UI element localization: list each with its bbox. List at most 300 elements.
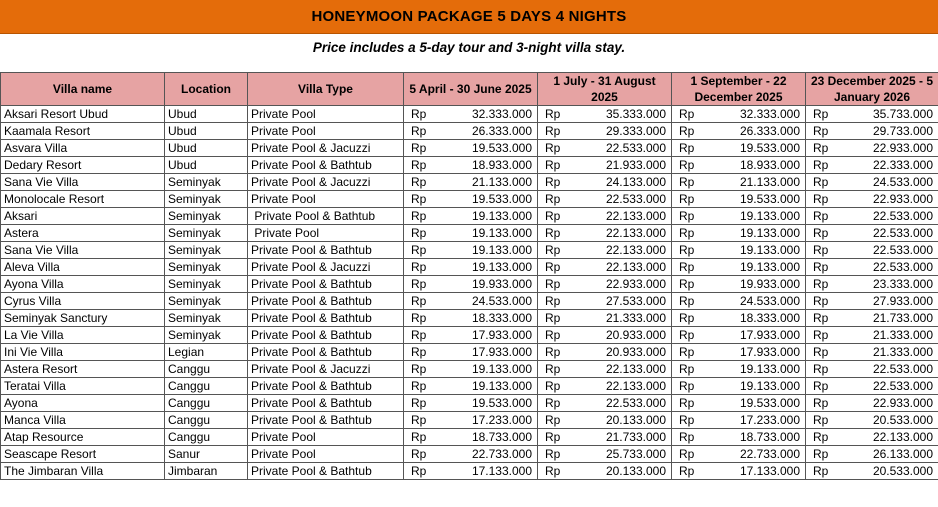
price-amount: 19.133.000 (739, 260, 800, 274)
currency-label: Rp (411, 124, 427, 138)
currency-label: Rp (813, 209, 829, 223)
location-cell: Seminyak (165, 174, 248, 191)
location-cell: Sanur (165, 446, 248, 463)
price-amount: 19.533.000 (471, 192, 532, 206)
table-row (1, 106, 938, 123)
price-amount: 26.333.000 (739, 124, 800, 138)
price-amount: 29.333.000 (605, 124, 666, 138)
currency-label: Rp (545, 430, 561, 444)
villa-type-cell: Private Pool & Bathtub (248, 276, 404, 293)
table-row (1, 429, 938, 446)
price-amount: 21.333.000 (872, 328, 933, 342)
price-amount: 20.933.000 (605, 345, 666, 359)
villa-name-cell: Asvara Villa (1, 140, 165, 157)
currency-label: Rp (813, 226, 829, 240)
location-cell: Ubud (165, 106, 248, 123)
price-cell (806, 208, 938, 225)
price-cell (806, 327, 938, 344)
location-cell: Ubud (165, 140, 248, 157)
villa-type-cell: Private Pool & Bathtub (248, 395, 404, 412)
price-cell (672, 106, 806, 123)
table-row (1, 446, 938, 463)
currency-label: Rp (813, 430, 829, 444)
price-amount: 18.733.000 (739, 430, 800, 444)
price-cell (806, 157, 938, 174)
currency-label: Rp (545, 396, 561, 410)
package-title-banner (0, 0, 938, 34)
table-row (1, 361, 938, 378)
currency-label: Rp (545, 328, 561, 342)
price-amount: 20.133.000 (605, 464, 666, 478)
location-cell: Seminyak (165, 293, 248, 310)
price-amount: 17.233.000 (471, 413, 532, 427)
price-amount: 22.733.000 (471, 447, 532, 461)
currency-label: Rp (411, 345, 427, 359)
villa-type-cell: Private Pool & Bathtub (248, 293, 404, 310)
table-row (1, 191, 938, 208)
price-amount: 21.133.000 (471, 175, 532, 189)
currency-label: Rp (411, 311, 427, 325)
price-cell (404, 446, 538, 463)
villa-name-cell: Astera (1, 225, 165, 242)
price-amount: 19.133.000 (739, 226, 800, 240)
price-amount: 35.333.000 (605, 107, 666, 121)
price-amount: 22.733.000 (739, 447, 800, 461)
location-cell: Seminyak (165, 327, 248, 344)
currency-label: Rp (679, 311, 695, 325)
villa-name-cell: Aleva Villa (1, 259, 165, 276)
price-cell (404, 344, 538, 361)
price-amount: 19.133.000 (471, 226, 532, 240)
price-cell (806, 259, 938, 276)
price-cell (672, 140, 806, 157)
villa-name-cell: The Jimbaran Villa (1, 463, 165, 480)
price-cell (538, 361, 672, 378)
price-cell (672, 412, 806, 429)
currency-label: Rp (545, 124, 561, 138)
villa-name-cell: La Vie Villa (1, 327, 165, 344)
price-amount: 17.133.000 (471, 464, 532, 478)
price-amount: 21.733.000 (605, 430, 666, 444)
currency-label: Rp (545, 464, 561, 478)
currency-label: Rp (411, 226, 427, 240)
price-cell (538, 310, 672, 327)
price-amount: 22.133.000 (605, 209, 666, 223)
currency-label: Rp (411, 464, 427, 478)
price-cell (806, 361, 938, 378)
price-amount: 18.933.000 (471, 158, 532, 172)
price-cell (538, 412, 672, 429)
price-amount: 26.133.000 (872, 447, 933, 461)
price-cell (404, 242, 538, 259)
currency-label: Rp (411, 447, 427, 461)
currency-label: Rp (679, 209, 695, 223)
currency-label: Rp (545, 175, 561, 189)
price-amount: 21.333.000 (605, 311, 666, 325)
price-amount: 22.133.000 (605, 362, 666, 376)
currency-label: Rp (411, 209, 427, 223)
location-cell: Seminyak (165, 208, 248, 225)
villa-type-cell: Private Pool (248, 429, 404, 446)
price-cell (538, 174, 672, 191)
price-amount: 22.533.000 (872, 379, 933, 393)
currency-label: Rp (545, 413, 561, 427)
price-cell (806, 191, 938, 208)
column-header-villa-name: Villa name (1, 73, 165, 106)
price-amount: 17.133.000 (739, 464, 800, 478)
table-header-row (1, 73, 938, 106)
price-amount: 19.533.000 (471, 396, 532, 410)
currency-label: Rp (679, 243, 695, 257)
table-row (1, 378, 938, 395)
currency-label: Rp (411, 141, 427, 155)
price-cell (404, 174, 538, 191)
currency-label: Rp (679, 124, 695, 138)
price-cell (806, 310, 938, 327)
currency-label: Rp (545, 226, 561, 240)
price-amount: 22.133.000 (605, 260, 666, 274)
location-cell: Canggu (165, 361, 248, 378)
location-cell: Canggu (165, 429, 248, 446)
price-cell (806, 242, 938, 259)
villa-type-cell: Private Pool (248, 191, 404, 208)
location-cell: Canggu (165, 412, 248, 429)
currency-label: Rp (679, 226, 695, 240)
price-amount: 22.133.000 (605, 379, 666, 393)
currency-label: Rp (813, 260, 829, 274)
price-amount: 19.133.000 (739, 209, 800, 223)
package-title: HONEYMOON PACKAGE 5 DAYS 4 NIGHTS (311, 8, 627, 25)
table-row (1, 208, 938, 225)
currency-label: Rp (411, 328, 427, 342)
price-amount: 19.133.000 (471, 243, 532, 257)
price-amount: 17.933.000 (471, 345, 532, 359)
currency-label: Rp (813, 345, 829, 359)
price-cell (672, 123, 806, 140)
currency-label: Rp (545, 294, 561, 308)
price-amount: 19.133.000 (471, 362, 532, 376)
package-subtitle: Price includes a 5-day tour and 3-night villa stay. (312, 39, 626, 55)
currency-label: Rp (813, 141, 829, 155)
villa-name-cell: Teratai Villa (1, 378, 165, 395)
price-amount: 21.133.000 (739, 175, 800, 189)
currency-label: Rp (813, 243, 829, 257)
villa-name-cell: Ini Vie Villa (1, 344, 165, 361)
currency-label: Rp (411, 294, 427, 308)
villa-type-cell: Private Pool & Jacuzzi (248, 259, 404, 276)
currency-label: Rp (679, 430, 695, 444)
table-row (1, 344, 938, 361)
price-amount: 19.133.000 (739, 243, 800, 257)
villa-name-cell: Aksari Resort Ubud (1, 106, 165, 123)
price-cell (538, 123, 672, 140)
price-amount: 21.733.000 (872, 311, 933, 325)
column-header-period-3: 1 September - 22 December 2025 (672, 73, 806, 106)
location-cell: Jimbaran (165, 463, 248, 480)
villa-name-cell: Manca Villa (1, 412, 165, 429)
price-cell (672, 225, 806, 242)
price-cell (672, 310, 806, 327)
currency-label: Rp (813, 294, 829, 308)
currency-label: Rp (411, 243, 427, 257)
price-cell (672, 191, 806, 208)
price-amount: 32.333.000 (471, 107, 532, 121)
currency-label: Rp (679, 345, 695, 359)
price-cell (404, 395, 538, 412)
price-cell (404, 429, 538, 446)
price-amount: 17.933.000 (739, 345, 800, 359)
price-amount: 22.133.000 (605, 243, 666, 257)
price-amount: 18.733.000 (471, 430, 532, 444)
currency-label: Rp (679, 175, 695, 189)
price-cell (806, 293, 938, 310)
table-row (1, 310, 938, 327)
currency-label: Rp (679, 464, 695, 478)
currency-label: Rp (813, 158, 829, 172)
price-cell (404, 412, 538, 429)
table-row (1, 123, 938, 140)
price-amount: 27.933.000 (872, 294, 933, 308)
currency-label: Rp (679, 328, 695, 342)
villa-name-cell: Dedary Resort (1, 157, 165, 174)
price-cell (404, 140, 538, 157)
price-amount: 22.133.000 (605, 226, 666, 240)
price-amount: 19.133.000 (739, 362, 800, 376)
location-cell: Seminyak (165, 259, 248, 276)
villa-type-cell: Private Pool (248, 446, 404, 463)
currency-label: Rp (813, 124, 829, 138)
price-amount: 19.533.000 (739, 141, 800, 155)
currency-label: Rp (813, 328, 829, 342)
currency-label: Rp (813, 396, 829, 410)
price-amount: 19.533.000 (739, 192, 800, 206)
price-cell (404, 259, 538, 276)
price-amount: 20.533.000 (872, 413, 933, 427)
price-amount: 18.333.000 (739, 311, 800, 325)
price-cell (538, 429, 672, 446)
price-cell (538, 446, 672, 463)
price-cell (404, 378, 538, 395)
price-cell (538, 259, 672, 276)
currency-label: Rp (545, 379, 561, 393)
villa-type-cell: Private Pool & Bathtub (248, 157, 404, 174)
price-cell (538, 293, 672, 310)
price-amount: 35.733.000 (872, 107, 933, 121)
price-amount: 22.933.000 (872, 396, 933, 410)
currency-label: Rp (411, 158, 427, 172)
price-cell (806, 446, 938, 463)
price-cell (806, 395, 938, 412)
table-row (1, 412, 938, 429)
price-cell (538, 463, 672, 480)
price-cell (806, 123, 938, 140)
price-amount: 19.133.000 (739, 379, 800, 393)
villa-name-cell: Aksari (1, 208, 165, 225)
price-cell (672, 361, 806, 378)
table-row (1, 242, 938, 259)
currency-label: Rp (813, 447, 829, 461)
price-amount: 26.333.000 (471, 124, 532, 138)
currency-label: Rp (545, 192, 561, 206)
price-amount: 27.533.000 (605, 294, 666, 308)
currency-label: Rp (679, 379, 695, 393)
location-cell: Canggu (165, 395, 248, 412)
currency-label: Rp (545, 243, 561, 257)
currency-label: Rp (813, 464, 829, 478)
table-row (1, 293, 938, 310)
price-cell (672, 429, 806, 446)
price-amount: 20.533.000 (872, 464, 933, 478)
price-cell (538, 395, 672, 412)
currency-label: Rp (411, 175, 427, 189)
price-amount: 22.933.000 (872, 192, 933, 206)
currency-label: Rp (411, 192, 427, 206)
price-amount: 17.933.000 (739, 328, 800, 342)
price-amount: 20.933.000 (605, 328, 666, 342)
villa-name-cell: Sana Vie Villa (1, 174, 165, 191)
price-cell (404, 293, 538, 310)
currency-label: Rp (679, 413, 695, 427)
column-header-location: Location (165, 73, 248, 106)
price-cell (538, 208, 672, 225)
price-cell (404, 463, 538, 480)
villa-name-cell: Kaamala Resort (1, 123, 165, 140)
price-cell (404, 225, 538, 242)
price-amount: 21.333.000 (872, 345, 933, 359)
price-table (0, 72, 938, 480)
price-cell (538, 242, 672, 259)
currency-label: Rp (545, 362, 561, 376)
price-cell (672, 157, 806, 174)
table-row (1, 174, 938, 191)
currency-label: Rp (411, 379, 427, 393)
currency-label: Rp (679, 277, 695, 291)
villa-name-cell: Ayona Villa (1, 276, 165, 293)
currency-label: Rp (545, 277, 561, 291)
price-amount: 29.733.000 (872, 124, 933, 138)
currency-label: Rp (545, 311, 561, 325)
price-cell (538, 344, 672, 361)
column-header-villa-type: Villa Type (248, 73, 404, 106)
price-amount: 17.233.000 (739, 413, 800, 427)
currency-label: Rp (813, 362, 829, 376)
currency-label: Rp (679, 396, 695, 410)
currency-label: Rp (545, 209, 561, 223)
currency-label: Rp (545, 158, 561, 172)
villa-type-cell: Private Pool & Jacuzzi (248, 361, 404, 378)
price-cell (404, 208, 538, 225)
price-amount: 19.133.000 (471, 209, 532, 223)
currency-label: Rp (813, 192, 829, 206)
location-cell: Seminyak (165, 225, 248, 242)
price-amount: 22.933.000 (605, 277, 666, 291)
price-amount: 22.533.000 (872, 243, 933, 257)
price-amount: 21.933.000 (605, 158, 666, 172)
location-cell: Seminyak (165, 191, 248, 208)
price-amount: 25.733.000 (605, 447, 666, 461)
price-amount: 22.533.000 (605, 192, 666, 206)
currency-label: Rp (679, 158, 695, 172)
price-amount: 22.533.000 (605, 396, 666, 410)
price-cell (672, 174, 806, 191)
villa-type-cell: Private Pool & Bathtub (248, 344, 404, 361)
price-cell (672, 242, 806, 259)
price-cell (806, 378, 938, 395)
column-header-period-4: 23 December 2025 - 5 January 2026 (806, 73, 938, 106)
price-amount: 19.533.000 (739, 396, 800, 410)
price-amount: 19.933.000 (471, 277, 532, 291)
price-cell (672, 259, 806, 276)
location-cell: Ubud (165, 123, 248, 140)
table-row (1, 463, 938, 480)
currency-label: Rp (545, 107, 561, 121)
price-cell (538, 327, 672, 344)
price-cell (404, 106, 538, 123)
price-cell (538, 378, 672, 395)
villa-type-cell: Private Pool & Bathtub (248, 242, 404, 259)
price-amount: 18.333.000 (471, 311, 532, 325)
currency-label: Rp (411, 430, 427, 444)
price-cell (404, 310, 538, 327)
villa-name-cell: Seminyak Sanctury (1, 310, 165, 327)
price-cell (538, 140, 672, 157)
currency-label: Rp (545, 345, 561, 359)
currency-label: Rp (679, 362, 695, 376)
price-cell (672, 293, 806, 310)
price-cell (404, 191, 538, 208)
price-cell (672, 378, 806, 395)
currency-label: Rp (545, 260, 561, 274)
price-cell (806, 140, 938, 157)
location-cell: Ubud (165, 157, 248, 174)
price-cell (806, 344, 938, 361)
currency-label: Rp (813, 277, 829, 291)
villa-type-cell: Private Pool (248, 123, 404, 140)
villa-type-cell: Private Pool (248, 225, 404, 242)
currency-label: Rp (679, 447, 695, 461)
price-cell (806, 412, 938, 429)
price-cell (538, 157, 672, 174)
currency-label: Rp (411, 362, 427, 376)
villa-name-cell: Monolocale Resort (1, 191, 165, 208)
table-row (1, 225, 938, 242)
currency-label: Rp (411, 260, 427, 274)
price-amount: 22.533.000 (872, 260, 933, 274)
spacer (0, 60, 938, 72)
villa-type-cell: Private Pool (248, 106, 404, 123)
table-row (1, 259, 938, 276)
price-amount: 22.933.000 (872, 141, 933, 155)
price-cell (672, 395, 806, 412)
price-cell (672, 344, 806, 361)
currency-label: Rp (411, 413, 427, 427)
villa-type-cell: Private Pool & Jacuzzi (248, 140, 404, 157)
currency-label: Rp (679, 260, 695, 274)
villa-type-cell: Private Pool & Bathtub (248, 378, 404, 395)
price-cell (672, 446, 806, 463)
price-cell (806, 106, 938, 123)
table-row (1, 395, 938, 412)
villa-type-cell: Private Pool & Bathtub (248, 310, 404, 327)
price-amount: 24.533.000 (739, 294, 800, 308)
price-cell (404, 276, 538, 293)
currency-label: Rp (411, 396, 427, 410)
price-cell (806, 174, 938, 191)
price-cell (538, 225, 672, 242)
villa-name-cell: Seascape Resort (1, 446, 165, 463)
table-row (1, 327, 938, 344)
location-cell: Seminyak (165, 310, 248, 327)
